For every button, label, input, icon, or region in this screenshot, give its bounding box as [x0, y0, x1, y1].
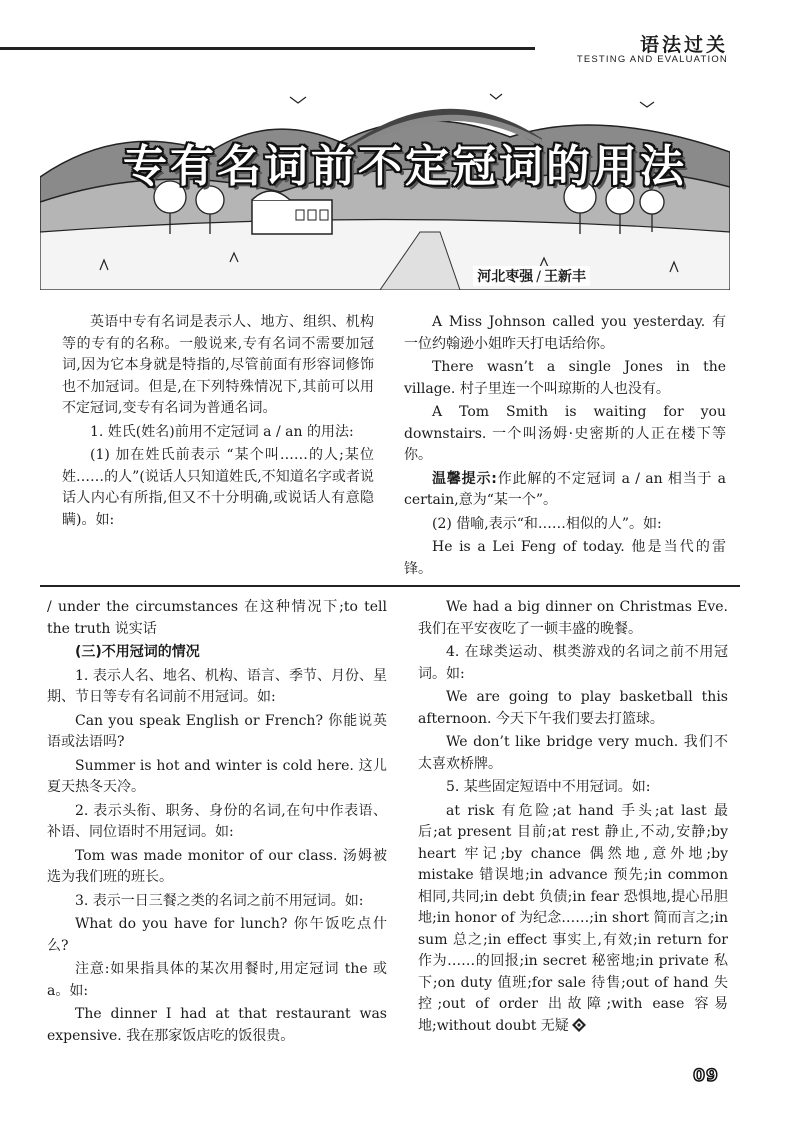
example-sentence: Summer is hot and winter is cold here. 这儿夏天热冬天冷。	[47, 757, 387, 795]
example-sentence: Can you speak English or French? 你能说英语或法语吗?	[47, 712, 387, 750]
paragraph: 2. 表示头衔、职务、身份的名词,在句中作表语、补语、同位语时不用冠词。如:	[47, 802, 387, 840]
paragraph: 1. 姓氏(姓名)前用不定冠词 a / an 的用法:	[90, 423, 354, 440]
tip-text: 作此解的不定冠词 a / an 相当于 a certain,意为“某一个”。	[404, 470, 726, 508]
column-bottom-left	[47, 597, 387, 1049]
subsection-heading: (三)不用冠词的情况	[75, 644, 200, 660]
section-divider	[40, 585, 740, 587]
author-name: 王新丰	[544, 269, 586, 285]
paragraph: 5. 某些固定短语中不用冠词。如:	[446, 779, 651, 795]
phrase-list	[418, 801, 728, 1038]
author-separator: /	[536, 269, 541, 285]
column-bottom-right	[418, 597, 728, 1039]
paragraph: (1) 加在姓氏前表示 “某个叫……的人;某位姓……的人”(说话人只知道姓氏,不知道名字或者说话人内心有所指,但又不十分明确,或说话人有意隐瞒)。如:	[62, 447, 374, 528]
section-title: 语法过关	[639, 34, 728, 56]
example-sentence: There wasn’t a single Jones in the village. 村子里连一个叫琼斯的人也没有。	[404, 359, 726, 397]
note-paragraph: 注意:如果指具体的某次用餐时,用定冠词 the 或 a。如:	[47, 961, 387, 999]
example-sentence: We don’t like bridge very much. 我们不太喜欢桥牌。	[418, 734, 728, 772]
example-sentence: He is a Lei Feng of today. 他是当代的雷锋。	[404, 539, 726, 577]
page-number: 09	[693, 1066, 719, 1086]
example-sentence: A Tom Smith is waiting for you downstairs. 一个叫汤姆·史密斯的人正在楼下等你。	[404, 404, 726, 463]
column-top-left	[62, 312, 374, 533]
paragraph: 1. 表示人名、地名、机构、语言、季节、月份、星期、节日等专有名词前不用冠词。如:	[47, 667, 387, 705]
example-sentence: We had a big dinner on Christmas Eve. 我们在平安夜吃了一顿丰盛的晚餐。	[418, 599, 728, 637]
paragraph: 3. 表示一日三餐之类的名词之前不用冠词。如:	[75, 892, 364, 909]
author-location: 河北枣强	[477, 269, 534, 285]
example-sentence: What do you have for lunch? 你午饭吃点什么?	[47, 916, 387, 954]
tip-label: 温馨提示:	[432, 470, 497, 487]
paragraph: / under the circumstances 在这种情况下;to tell the truth 说实话	[47, 599, 387, 637]
title-banner-illustration	[40, 82, 730, 290]
paragraph: 4. 在球类运动、棋类游戏的名词之前不用冠词。如:	[418, 644, 728, 682]
example-sentence: We are going to play basketball this afternoon. 今天下午我们要去打篮球。	[418, 689, 728, 727]
article-end-icon	[571, 1017, 587, 1033]
header-rule	[0, 47, 535, 50]
paragraph: 英语中专有名词是表示人、地方、组织、机构等的专有的名称。一般说来,专有名词不需要加冠词,因为它本身就是特指的,尽管前面有形容词修饰也不加冠词。但是,在下列特殊情况下,其前可以用不定冠词,变专有名词为普通名词。	[62, 314, 374, 416]
section-subtitle: TESTING AND EVALUATION	[576, 54, 728, 65]
example-sentence: Tom was made monitor of our class. 汤姆被选为我们班的班长。	[47, 847, 387, 885]
paragraph: (2) 借喻,表示“和……相似的人”。如:	[432, 515, 662, 532]
article-authors	[473, 266, 590, 286]
article-title: 专有名词前不定冠词的用法	[123, 141, 687, 192]
example-sentence: A Miss Johnson called you yesterday. 有一位约翰逊小姐昨天打电话给你。	[404, 314, 726, 352]
example-sentence: The dinner I had at that restaurant was expensive. 我在那家饭店吃的饭很贵。	[47, 1006, 387, 1044]
tip-paragraph	[404, 469, 726, 512]
column-top-right	[404, 312, 726, 582]
phrase-list-text: at risk 有危险;at hand 手头;at last 最后;at present 目前;at rest 静止,不动,安静;by heart 牢记;by chance 偶然地,意外地;by mistake 错误地;in advance 预先;in common 相同,共同;in debt 负债;in fear 恐惧地,提心吊胆地;in honor of 为纪念……;in short 简而言之;in sum 总之;in effect 事实上,有效;in return for 作为……的回报;in secret 秘密地;in private 私下;on duty 值班;for sale 待售;out of hand 失控;out of order 出故障;with ease 容易地;without doubt 无疑	[418, 802, 728, 1034]
